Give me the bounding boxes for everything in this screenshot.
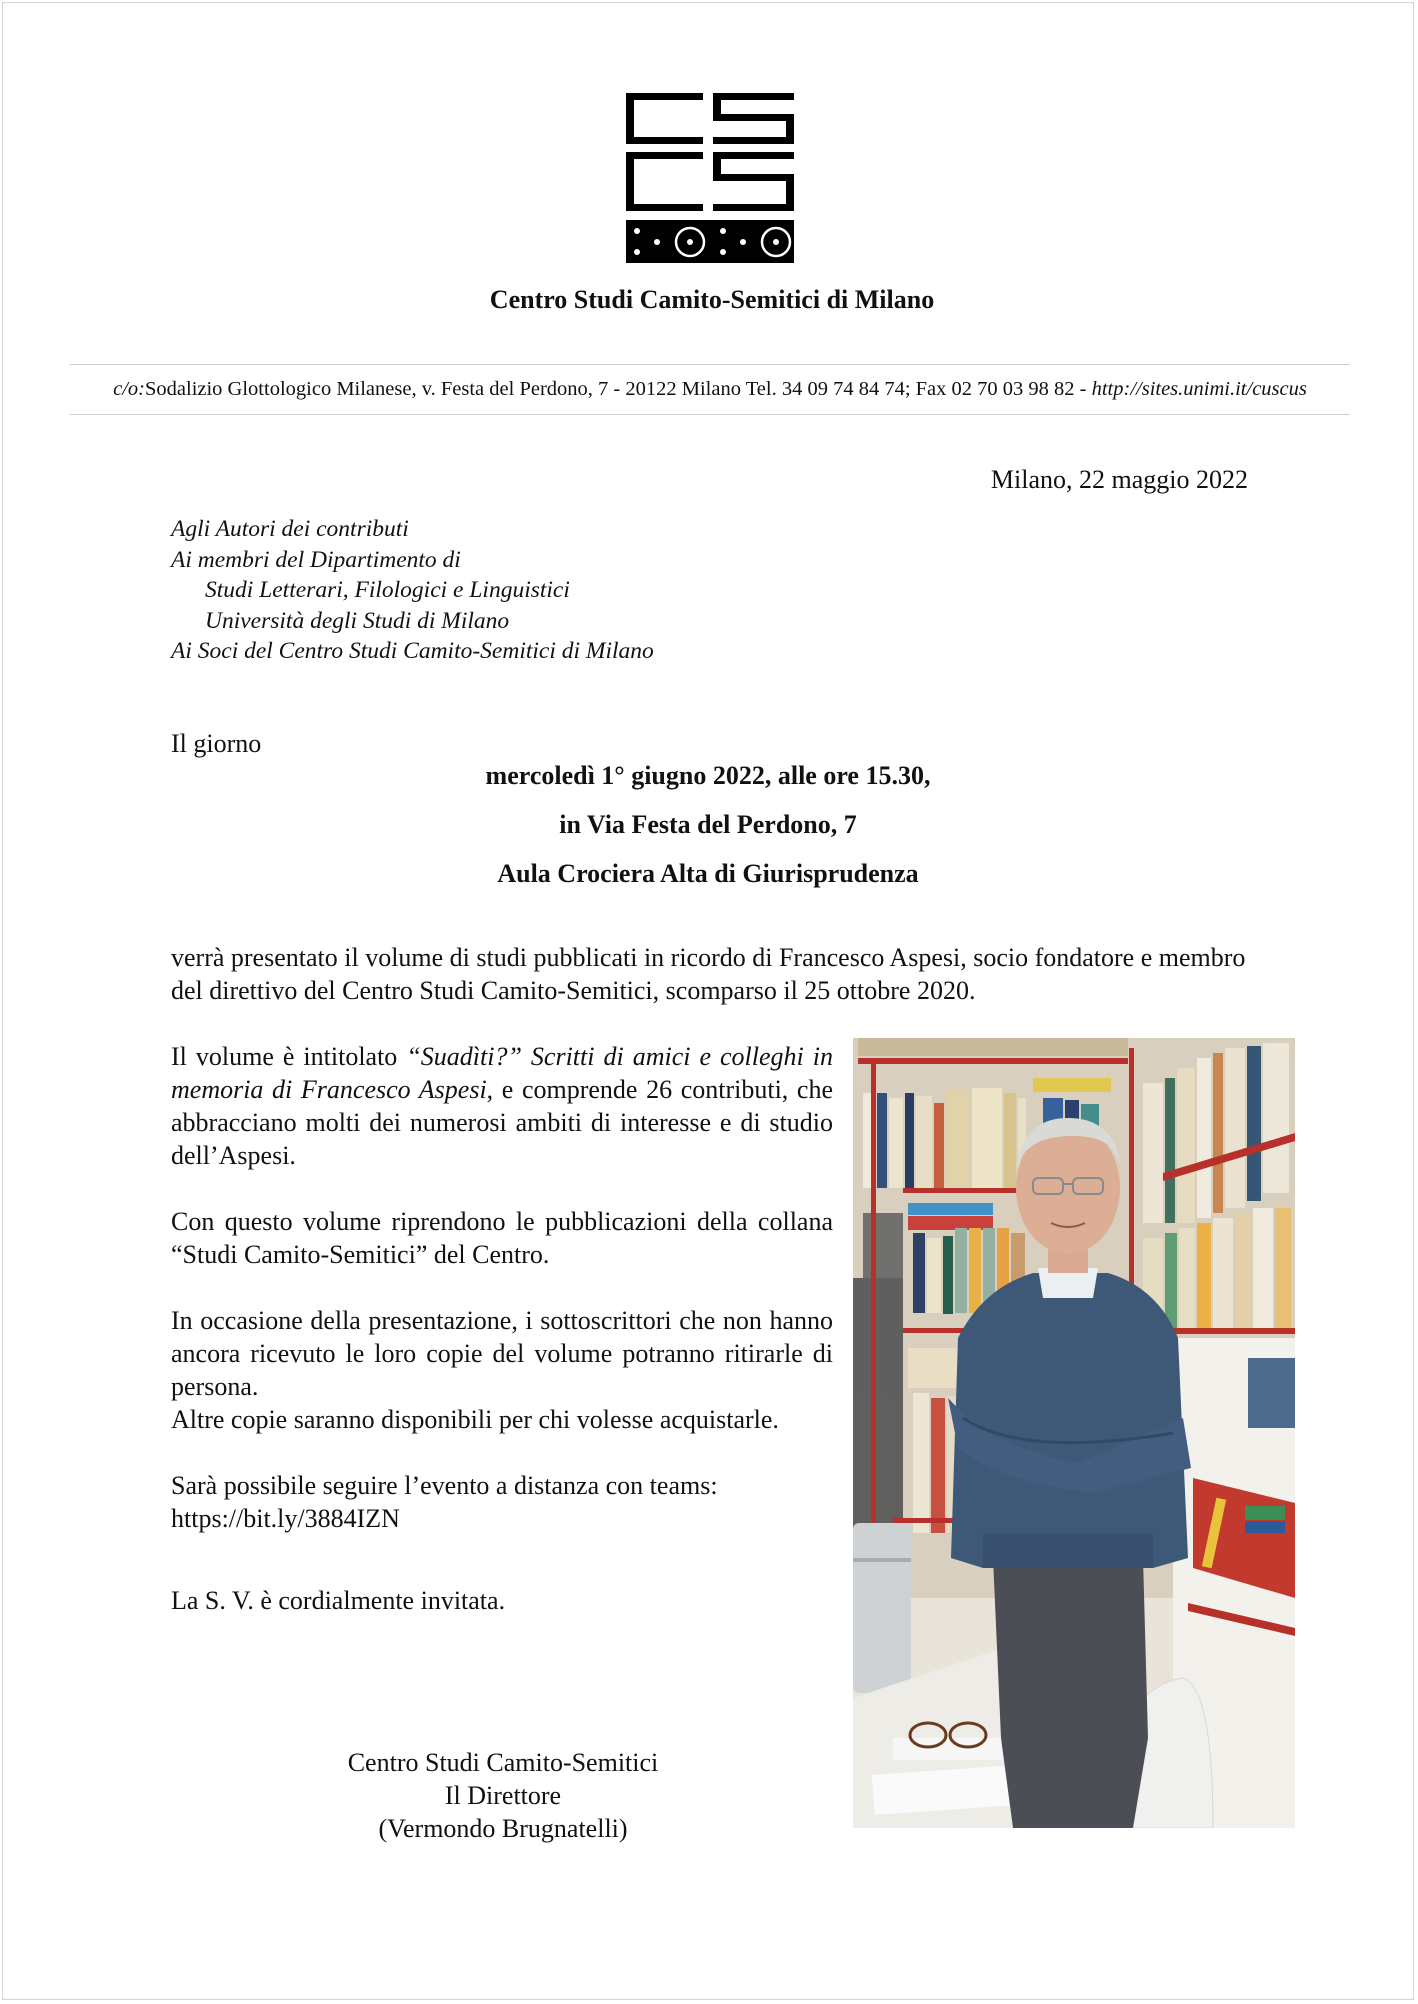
teams-link[interactable]: https://bit.ly/3884IZN	[171, 1504, 400, 1533]
header-rule-top	[70, 364, 1350, 365]
photo-illustration	[853, 1038, 1295, 1828]
logo-graphic	[623, 90, 797, 266]
recipient-line: Studi Letterari, Filologici e Linguistici	[205, 577, 570, 603]
signature-organization: Centro Studi Camito-Semitici	[347, 1748, 659, 1777]
volume-intro: Il volume è intitolato	[171, 1042, 407, 1071]
volume-title: “Suadìti?” Scritti di amici e colleghi in memoria di Francesco Aspesi	[171, 1042, 833, 1104]
cscs-logo	[623, 90, 797, 266]
address-prefix: c/o:	[113, 378, 145, 400]
signature-role: Il Direttore	[444, 1781, 562, 1810]
recipient-line: Università degli Studi di Milano	[205, 607, 510, 634]
organization-title: Centro Studi Camito-Semitici di Milano	[489, 285, 935, 314]
website-link[interactable]: http://sites.unimi.it/cuscus	[1091, 378, 1307, 400]
volume-description: , e comprende 26 contributi, che abbracciano molti dei numerosi ambiti di interesse e di studio dell’Aspesi.	[171, 1075, 833, 1170]
paragraph-copies: Altre copie saranno disponibili per chi volesse acquistarle.	[171, 1405, 779, 1434]
event-time: , alle ore 15.30,	[764, 761, 931, 790]
paragraph-volume	[171, 1040, 833, 1172]
signature-name: (Vermondo Brugnatelli)	[378, 1814, 628, 1843]
recipient-line: Ai Soci del Centro Studi Camito-Semitici di Milano	[171, 638, 654, 664]
paragraph-presentation: verrà presentato il volume di studi pubblicati in ricordo di Francesco Aspesi, socio fondatore e membro del direttivo del Centro Studi Camito-Semitici, scomparso il 25 ottobre 2020.	[171, 943, 1246, 1005]
portrait-photo	[853, 1038, 1295, 1828]
intro-text: Il giorno	[171, 729, 262, 758]
paragraph-series: Con questo volume riprendono le pubblicazioni della collana “Studi Camito-Semitici” del Centro.	[171, 1207, 833, 1269]
event-address: in Via Festa del Perdono, 7	[559, 810, 857, 839]
signature-block	[253, 1746, 753, 1845]
paragraph-subscribers: In occasione della presentazione, i sottoscrittori che non hanno ancora ricevuto le loro copie del volume potranno ritirarle di persona.	[171, 1306, 833, 1401]
address-line	[70, 378, 1350, 401]
header-rule-bottom	[70, 414, 1350, 415]
event-date: mercoledì 1° giugno 2022	[485, 761, 765, 790]
event-date-time	[303, 761, 1113, 791]
body-column	[171, 1040, 833, 1617]
letter-page	[2, 2, 1414, 2000]
closing-line: La S. V. è cordialmente invitata.	[171, 1586, 506, 1615]
recipients-block	[171, 514, 654, 667]
paragraph-remote: Sarà possibile seguire l’evento a distanza con teams:	[171, 1471, 718, 1500]
address-text: Sodalizio Glottologico Milanese, v. Festa del Perdono, 7 - 20122 Milano Tel. 34 09 74 84 74; Fax 02 70 03 98 82 -	[145, 378, 1092, 400]
event-room: Aula Crociera Alta di Giurisprudenza	[497, 859, 919, 888]
letter-date: Milano, 22 maggio 2022	[990, 465, 1248, 494]
recipient-line: Agli Autori dei contributi	[171, 516, 409, 542]
recipient-line: Ai membri del Dipartimento di	[171, 546, 461, 573]
